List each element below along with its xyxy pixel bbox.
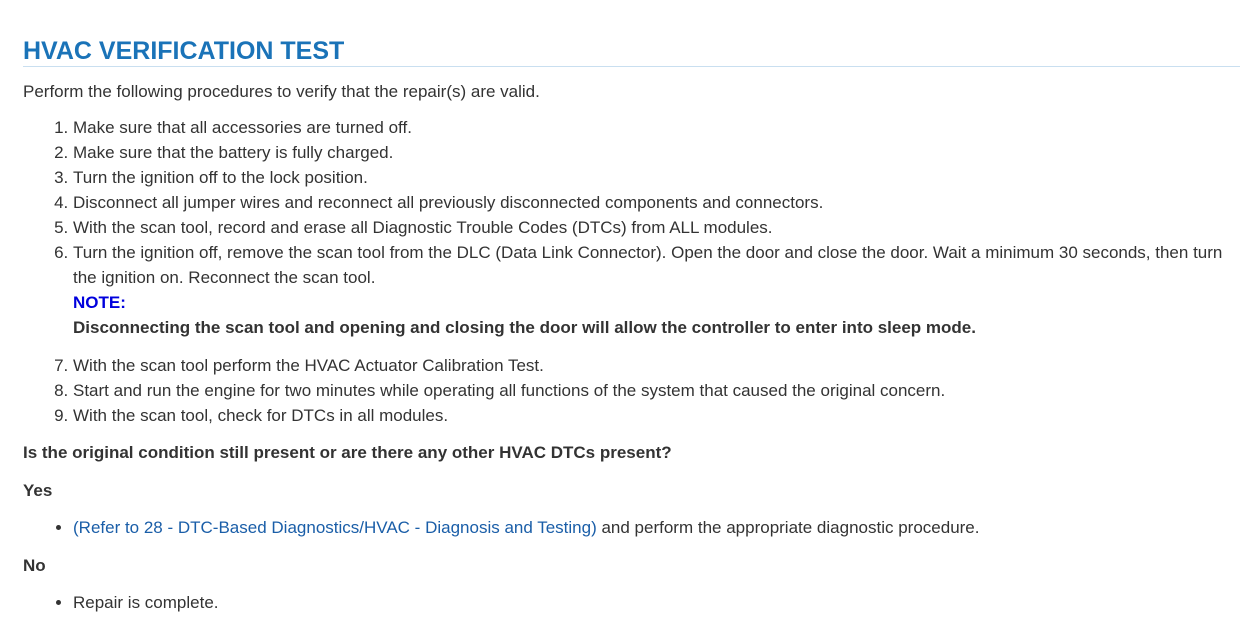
question-text: Is the original condition still present or are there any other HVAC DTCs present? — [23, 443, 672, 462]
title-divider — [23, 66, 1240, 67]
step-3: 3. Turn the ignition off to the lock position. — [73, 165, 1241, 190]
step-6 — [73, 240, 1241, 340]
yes-item-suffix: and perform the appropriate diagnostic procedure. — [596, 518, 980, 537]
yes-list-item — [73, 515, 1241, 540]
refer-diagnostics-link[interactable]: (Refer to 28 - DTC-Based Diagnostics/HVAC - Diagnosis and Testing) — [73, 518, 597, 537]
no-list — [23, 590, 1241, 615]
procedure-steps — [23, 115, 1241, 428]
step-4: 4. Disconnect all jumper wires and reconnect all previously disconnected components and connectors. — [73, 190, 1241, 215]
step-2: 2. Make sure that the battery is fully charged. — [73, 140, 1241, 165]
intro-text: Perform the following procedures to verify that the repair(s) are valid. — [23, 82, 540, 101]
step-6-text: Turn the ignition off, remove the scan tool from the DLC (Data Link Connector). Open the door and close the door. Wait a minimum 30 seconds, then turn the ignition on. Reconnect the scan tool. — [73, 243, 1223, 287]
answer-yes-label: Yes — [23, 481, 53, 500]
step-1: 1. Make sure that all accessories are turned off. — [73, 115, 1241, 140]
step-5: 5. With the scan tool, record and erase all Diagnostic Trouble Codes (DTCs) from ALL modules. — [73, 215, 1241, 240]
yes-list — [23, 515, 1241, 540]
note-label: NOTE: — [73, 293, 126, 312]
no-list-item: • Repair is complete. — [73, 590, 1241, 615]
step-9: 9. With the scan tool, check for DTCs in all modules. — [73, 403, 1241, 428]
step-8: 8. Start and run the engine for two minutes while operating all functions of the system that caused the original concern. — [73, 378, 1241, 403]
step-7: 7. With the scan tool perform the HVAC Actuator Calibration Test. — [73, 353, 1241, 378]
answer-no-label: No — [23, 556, 46, 575]
page-title: HVAC VERIFICATION TEST — [23, 37, 345, 65]
note-text: Disconnecting the scan tool and opening and closing the door will allow the controller to enter into sleep mode. — [73, 318, 976, 337]
